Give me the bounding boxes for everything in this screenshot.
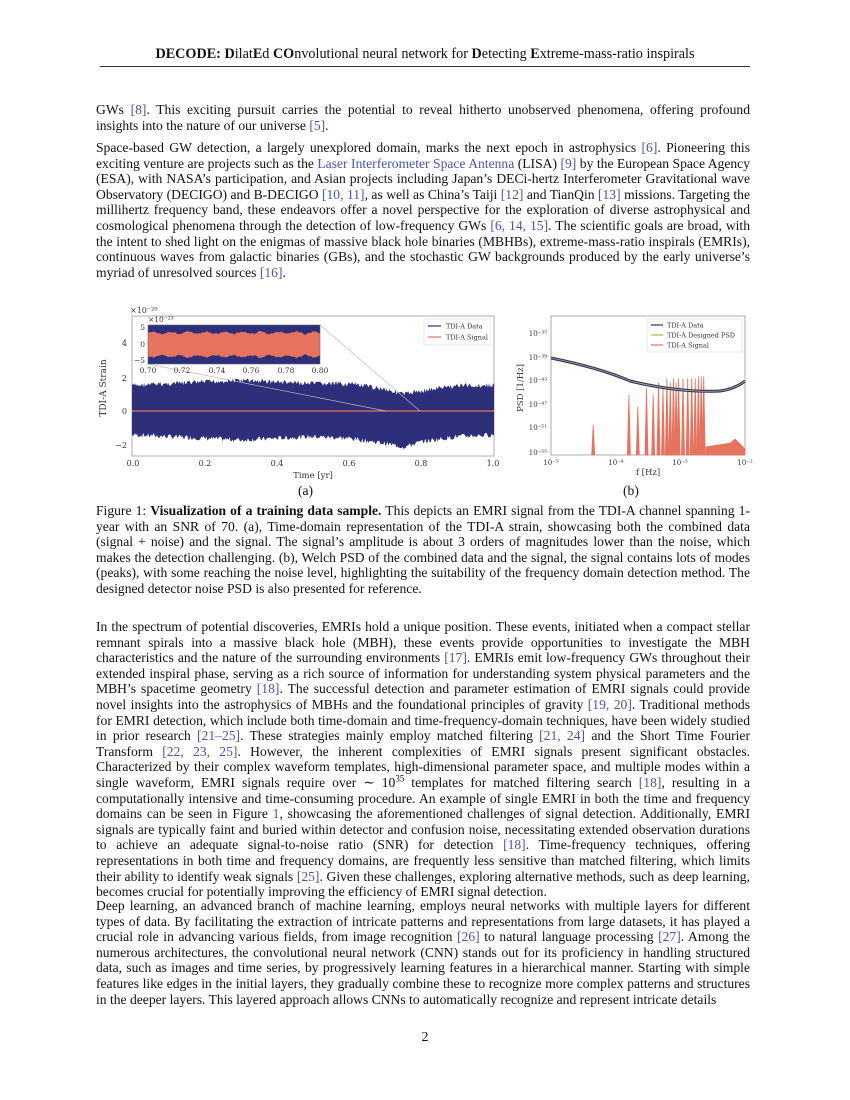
y-scale-label: ×10⁻²⁰	[130, 306, 158, 315]
citation-link[interactable]: [26]	[457, 929, 480, 945]
time-domain-plot	[86, 303, 506, 483]
svg-text:10⁻⁵¹: 10⁻⁵¹	[528, 424, 547, 432]
caption-body: This depicts an EMRI signal from the TDI-A channel spanning 1-year with an SNR of 70. (a), Time-domain representation of the TDI-A strain, showcasing both the combined data (signal + noise) and the signal. The signal’s amplitude is about 3 orders of magnitudes lower than the noise, which makes the detection challenging. (b), Welch PSD of the combined data and the signal, the signal contains lots of modes (peaks), with some reaching the noise level, highlighting the suitability of the frequency domain detection method. The designed detector noise PSD is also presented for reference.	[96, 503, 750, 596]
citation-link[interactable]: [27]	[658, 929, 681, 945]
paragraph-space-based-detection: Space-based GW detection, a largely unexplored domain, marks the next epoch in astrophysics [6]. Pioneering this exciting venture are projects such as the Laser Interferometer Space Antenna (LISA) [9] by the European Space Agency (ESA), with NASA’s participation, and Asian projects including Japan’s DECi-hertz Interferometer Gravitational wave Observatory (DECIGO) and B-DECIGO [10, 11], as well as China’s Taiji [12] and TianQin [13] missions. Targeting the millihertz frequency band, these endeavors offer a novel perspective for the exploration of diverse astrophysical and cosmological phenomena through the detection of low-frequency GWs [6, 14, 15]. The scientific goals are broad, with the intent to shed light on the enigmas of massive black hole binaries (MBHBs), extreme-mass-ratio inspirals (EMRIs), continuous waves from galactic binaries (GBs), and the stochastic GW backgrounds produced by the early universe’s myriad of unresolved sources [16].	[96, 140, 751, 280]
citation-link[interactable]: [16]	[259, 264, 283, 280]
legend-a	[424, 319, 490, 345]
svg-text:1.0: 1.0	[486, 459, 500, 468]
svg-text:10⁻³⁵: 10⁻³⁵	[528, 330, 547, 338]
svg-text:0.0: 0.0	[126, 459, 140, 468]
citation-link[interactable]: [25]	[296, 868, 320, 884]
citation-link[interactable]: [18]	[638, 774, 662, 790]
svg-text:4: 4	[121, 339, 127, 348]
citation-link[interactable]: [19, 20]	[587, 696, 632, 712]
svg-text:0: 0	[140, 340, 145, 349]
paragraph-deep-learning: Deep learning, an advanced branch of machine learning, employs neural networks with multiple layers for different types of data. By facilitating the extraction of intricate patterns and representations from large datasets, it has played a crucial role in advancing various fields, from image recognition [26] to natural language processing [27]. Among the numerous architectures, the convolutional neural network (CNN) stands out for its proficiency in handling structured data, such as images and time series, by progressively learning features in a hierarchical manner. Starting with simple features like edges in the initial layers, they gradually combine these to recognize more complex patterns and structures in the deeper layers. This layered approach allows CNNs to automatically recognize and represent intricate details	[96, 898, 750, 1007]
citation-link[interactable]: [21–25]	[197, 728, 241, 744]
svg-text:0.74: 0.74	[208, 366, 226, 375]
citation-link[interactable]: [6, 14, 15]	[490, 217, 549, 233]
svg-text:10⁻⁵⁵: 10⁻⁵⁵	[528, 449, 547, 457]
svg-text:0.8: 0.8	[414, 459, 428, 468]
svg-text:−5: −5	[133, 356, 145, 365]
svg-text:×10⁻²³: ×10⁻²³	[148, 315, 174, 324]
citation-link[interactable]: [18]	[503, 837, 526, 853]
psd-plot	[510, 303, 755, 483]
header-rule	[100, 66, 750, 67]
svg-text:0.80: 0.80	[311, 366, 329, 375]
svg-text:10⁻²: 10⁻²	[737, 459, 753, 467]
citation-link[interactable]: [18]	[256, 681, 280, 697]
svg-text:0.76: 0.76	[242, 366, 260, 375]
svg-text:5: 5	[140, 323, 145, 332]
svg-text:10⁻⁴⁷: 10⁻⁴⁷	[528, 401, 547, 409]
citation-link[interactable]: [10, 11]	[321, 186, 365, 202]
citation-link[interactable]: [6]	[641, 140, 658, 155]
caption-label: Figure 1:	[96, 503, 151, 518]
subfigure-label-a: (a)	[298, 483, 314, 498]
svg-text:10⁻⁵: 10⁻⁵	[543, 459, 559, 467]
citation-link[interactable]: 1	[272, 806, 280, 822]
svg-text:TDI-A Signal: TDI-A Signal	[667, 341, 709, 350]
svg-text:TDI-A Data: TDI-A Data	[446, 322, 483, 331]
citation-link[interactable]: [21, 24]	[539, 728, 586, 744]
caption-title: Visualization of a training data sample.	[150, 503, 382, 518]
svg-text:0: 0	[121, 407, 127, 416]
citation-link[interactable]: [13]	[597, 186, 621, 202]
svg-text:10⁻³⁹: 10⁻³⁹	[528, 354, 547, 362]
inset-zoom-plot	[134, 315, 329, 375]
citation-link[interactable]: [5]	[309, 117, 326, 133]
svg-text:10⁻⁴³: 10⁻⁴³	[528, 377, 547, 385]
svg-text:TDI-A Data: TDI-A Data	[667, 321, 704, 330]
running-header: DECODE: DilatEd COnvolutional neural network for Detecting Extreme-mass-ratio inspirals	[155, 46, 695, 62]
y-axis-label: TDI-A Strain	[99, 359, 109, 417]
svg-text:0.70: 0.70	[139, 366, 157, 375]
svg-text:2: 2	[121, 374, 127, 383]
figure-1a-time-domain	[86, 303, 506, 503]
svg-text:10⁻⁴: 10⁻⁴	[608, 459, 624, 467]
citation-link[interactable]: Laser Interferometer Space Antenna	[317, 155, 515, 171]
svg-text:0.4: 0.4	[270, 459, 284, 468]
citation-link[interactable]: [12]	[500, 186, 524, 202]
figure-1b-psd	[510, 303, 755, 503]
citation-link[interactable]: [17]	[444, 650, 467, 666]
svg-text:0.6: 0.6	[342, 459, 356, 468]
svg-text:0.78: 0.78	[277, 366, 295, 375]
x-axis-label: Time [yr]	[293, 471, 333, 481]
page-number: 2	[421, 1030, 429, 1045]
y-axis-label: PSD [1/Hz]	[516, 364, 526, 412]
citation-link[interactable]: [9]	[560, 155, 577, 171]
citation-link[interactable]: [22, 23, 25]	[162, 743, 238, 759]
figure-caption	[96, 503, 750, 597]
svg-text:0.2: 0.2	[198, 459, 212, 468]
svg-text:TDI-A Designed PSD: TDI-A Designed PSD	[667, 331, 736, 340]
svg-text:10⁻³: 10⁻³	[672, 459, 688, 467]
svg-text:TDI-A Signal: TDI-A Signal	[446, 333, 488, 342]
x-axis-label: f [Hz]	[635, 468, 661, 478]
svg-text:0.72: 0.72	[173, 366, 191, 375]
citation-link[interactable]: [8]	[130, 102, 147, 117]
svg-text:−2: −2	[115, 441, 127, 450]
subfigure-label-b: (b)	[623, 483, 639, 498]
legend-b	[647, 319, 742, 352]
paragraph-gws-intro: GWs [8]. This exciting pursuit carries the potential to reveal hitherto unobserved phenomena, offering profound insights into the nature of our universe [5].	[96, 102, 751, 133]
paragraph-emri-position: In the spectrum of potential discoveries, EMRIs hold a unique position. These events, initiated when a compact stellar remnant spirals into a massive black hole (MBH), these events provide opportunities to investigate the MBH characteristics and the nature of the surrounding environments [17]. EMRIs emit low-frequency GWs throughout their extended inspiral phase, serving as a rich source of information for understanding system physical parameters and the MBH’s spacetime geometry [18]. The successful detection and parameter estimation of EMRI signals could provide novel insights into the astrophysics of MBHs and the foundational principles of gravity [19, 20]. Traditional methods for EMRI detection, which include both time-domain and time-frequency-domain techniques, have been widely studied in prior research [21–25]. These strategies mainly employ matched filtering [21, 24] and the Short Time Fourier Transform [22, 23, 25]. However, the inherent complexities of EMRI signals present significant obstacles. Characterized by their complex waveform templates, high-dimensional parameter space, and multiple modes within a single waveform, EMRI signals require over ∼ $10^{35}$ templates for matched filtering search [18], resulting in a computationally intensive and time-consuming procedure. An example of single EMRI in both the time and frequency domains can be seen in Figure 1, showcasing the aforementioned challenges of signal detection. Additionally, EMRI signals are typically faint and buried within detector and confusion noise, necessitating extended observation durations to achieve an adequate signal-to-noise ratio (SNR) for detection [18]. Time-frequency techniques, offering representations in both time and frequency domains, are frequently less sensitive than matched filtering, which limits their ability to identify weak signals [25]. Given these challenges, exploring alternative methods, such as deep learning, becomes crucial for potentially improving the efficiency of EMRI signal detection.	[96, 619, 751, 900]
